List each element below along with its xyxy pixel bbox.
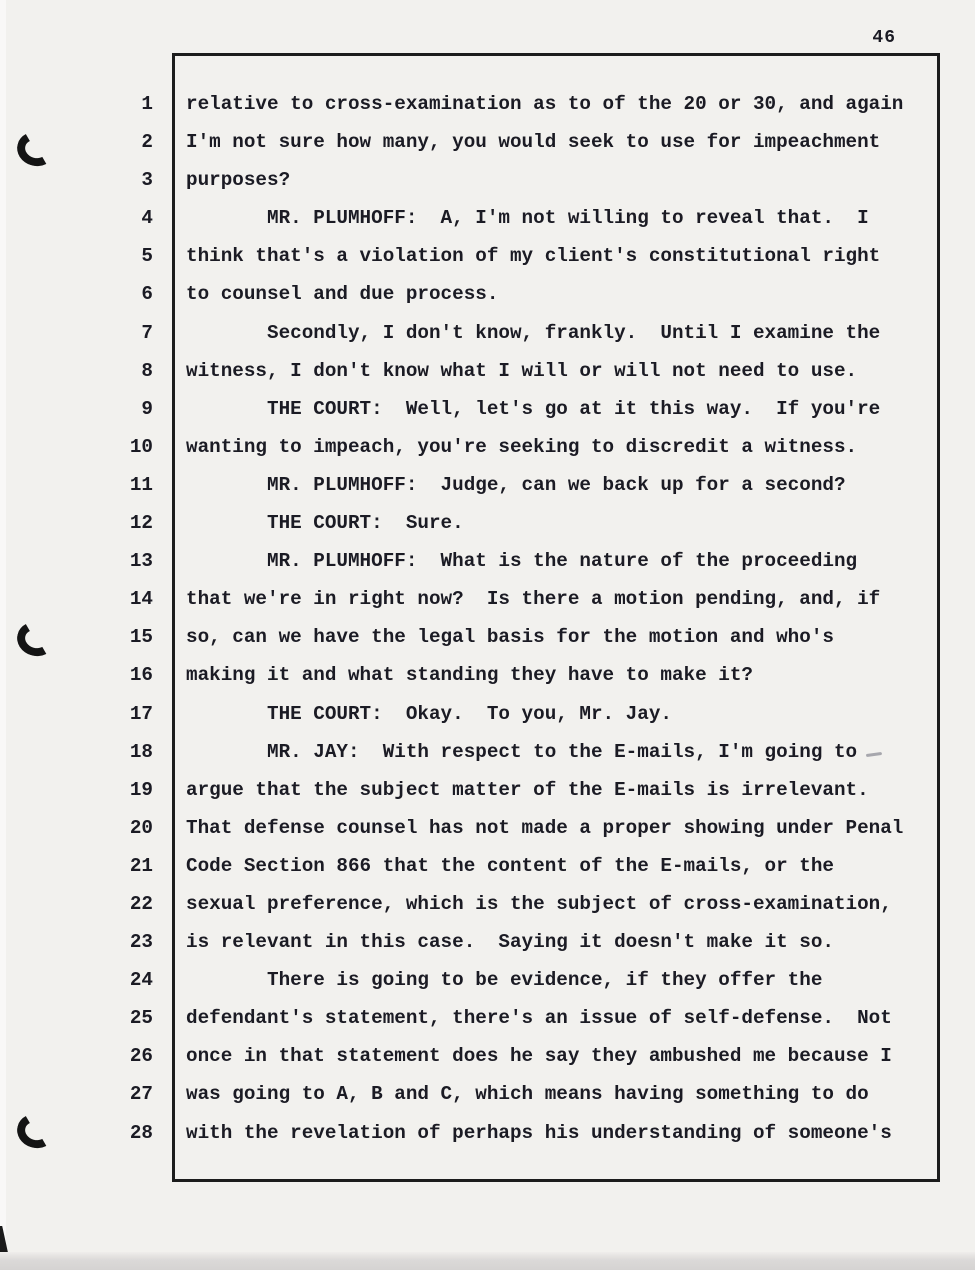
transcript-line: once in that statement does he say they ambushed me because I [186, 1045, 892, 1068]
line-number: 12 [129, 512, 153, 535]
line-number: 19 [129, 778, 153, 801]
transcript-line: MR. PLUMHOFF: Judge, can we back up for a second? [186, 473, 846, 496]
transcript-line: think that's a violation of my client's constitutional right [186, 245, 881, 268]
transcript-line: so, can we have the legal basis for the motion and who's [186, 626, 834, 649]
transcript-line: MR. PLUMHOFF: A, I'm not willing to reveal that. I [186, 207, 869, 230]
line-number: 3 [141, 169, 153, 192]
line-number: 13 [129, 550, 153, 573]
transcript-line: Code Section 866 that the content of the E-mails, or the [186, 854, 834, 877]
line-number: 26 [129, 1045, 153, 1068]
transcript-line: that we're in right now? Is there a motion pending, and, if [186, 588, 881, 611]
line-number: 27 [129, 1083, 153, 1106]
line-number: 4 [141, 207, 153, 230]
line-number: 22 [129, 892, 153, 915]
line-number: 23 [129, 931, 153, 954]
line-number: 21 [129, 854, 153, 877]
transcript-line: making it and what standing they have to make it? [186, 664, 753, 687]
transcript-line: There is going to be evidence, if they offer the [186, 969, 823, 992]
transcript-line: with the revelation of perhaps his understanding of someone's [186, 1121, 892, 1144]
line-number: 15 [129, 626, 153, 649]
transcript-line: MR. PLUMHOFF: What is the nature of the proceeding [186, 550, 858, 573]
line-number: 10 [129, 435, 153, 458]
line-number: 14 [129, 588, 153, 611]
line-number: 6 [141, 283, 153, 306]
transcript-line: purposes? [186, 169, 291, 192]
page-number: 46 [872, 28, 896, 48]
line-number: 2 [141, 131, 153, 154]
transcript-line: to counsel and due process. [186, 283, 499, 306]
line-number: 9 [141, 397, 153, 420]
transcript-text-column [186, 85, 936, 1152]
transcript-line: argue that the subject matter of the E-mails is irrelevant. [186, 778, 869, 801]
transcript-line: THE COURT: Sure. [186, 512, 464, 535]
line-number: 7 [141, 321, 153, 344]
transcript-line: relative to cross-examination as to of the 20 or 30, and again [186, 93, 904, 115]
line-number: 16 [129, 664, 153, 687]
scan-bottom-edge-shadow [0, 1252, 975, 1270]
transcript-line: defendant's statement, there's an issue of self-defense. Not [186, 1007, 892, 1030]
line-number: 18 [129, 740, 153, 763]
line-number: 11 [129, 473, 153, 496]
transcript-line: THE COURT: Well, let's go at it this way. If you're [186, 397, 881, 420]
transcript-line: sexual preference, which is the subject of cross-examination, [186, 892, 892, 915]
line-number: 1 [141, 93, 153, 115]
transcript-line: I'm not sure how many, you would seek to use for impeachment [186, 131, 881, 154]
line-number: 17 [129, 702, 153, 725]
line-number: 25 [129, 1007, 153, 1030]
line-number: 8 [141, 359, 153, 382]
transcript-line: witness, I don't know what I will or will not need to use. [186, 359, 858, 382]
transcript-line: That defense counsel has not made a proper showing under Penal [186, 816, 904, 839]
line-number: 5 [141, 245, 153, 268]
transcript-line: wanting to impeach, you're seeking to discredit a witness. [186, 435, 858, 458]
transcript-line: was going to A, B and C, which means having something to do [186, 1083, 869, 1106]
line-number-gutter [0, 85, 153, 1152]
transcript-line: MR. JAY: With respect to the E-mails, I'm going to [186, 740, 858, 763]
transcript-line: Secondly, I don't know, frankly. Until I examine the [186, 321, 881, 344]
line-number: 28 [129, 1121, 153, 1144]
line-number: 20 [129, 816, 153, 839]
line-number: 24 [129, 969, 153, 992]
transcript-line: is relevant in this case. Saying it doesn't make it so. [186, 931, 834, 954]
transcript-line: THE COURT: Okay. To you, Mr. Jay. [186, 702, 672, 725]
